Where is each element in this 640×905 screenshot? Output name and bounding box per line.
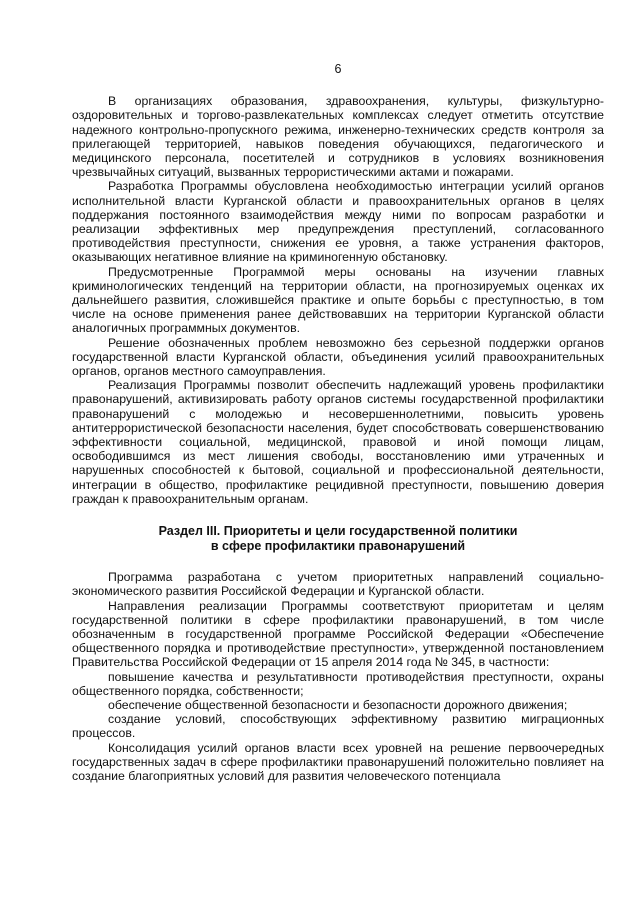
section-heading-line-1: Раздел III. Приоритеты и цели государственной политики [158,524,518,539]
paragraph-program-measures: Предусмотренные Программой меры основаны на изучении главных криминологических тенденций на территории области, на прогнозируемых оценках их дальнейшего развития, сложившейся практике и опыте борьбы с преступностью, в том числе на основе применения ранее действовавших на территории Курганской области аналогичных программных документов. [72,264,604,336]
section-heading-line-2: в сфере профилактики правонарушений [210,538,466,553]
list-item-crime-counteraction: повышение качества и результативности противодействия преступности, охраны общественного порядка, собственности; [72,669,604,698]
paragraph-program-rationale: Разработка Программы обусловлена необходимостью интеграции усилий органов исполнительной власти Курганской области и правоохранительных органов в целях поддержания постоянного взаимодействия между ними по вопросам разработки и реализации эффективных мер предупреждения преступлений, согласованного противодействия преступности, снижения ее уровня, а также устранения факторов, оказывающих негативное влияние на криминогенную обстановку. [72,179,604,265]
paragraph-security-gaps: В организациях образования, здравоохранения, культуры, физкультурно-оздоровительных и торгово-развлекательных комплексах следует отметить отсутствие надежного контрольно-пропускного режима, инженерно-технических средств контроля за прилегающей территорией, навыков поведения обучающихся, педагогического и медицинского персонала, посетителей и сотрудников в условиях возникновения чрезвычайных ситуаций, вызванных террористическими актами и пожарами. [72,94,604,180]
paragraph-consolidation: Консолидация усилий органов власти всех уровней на решение первоочередных государственных задач в сфере профилактики правонарушений положительно повлияет на создание благоприятных условий для развития человеческого потенциала [72,740,604,783]
page-number: 6 [334,62,342,76]
list-item-migration: создание условий, способствующих эффективному развитию миграционных процессов. [72,712,604,741]
paragraph-priorities: Направления реализации Программы соответствуют приоритетам и целям государственной политики в сфере профилактики правонарушений, в том числе обозначенным в государственной программе Российской Федерации «Обеспечение общественного порядка и противодействие преступности», утвержденной постановлением Правительства Российской Федерации от 15 апреля 2014 года № 345, в частности: [72,598,604,670]
paragraph-problem-solution: Решение обозначенных проблем невозможно без серьезной поддержки органов государственной власти Курганской области, объединения усилий правоохранительных органов, органов местного самоуправления. [72,335,604,379]
list-item-public-safety: обеспечение общественной безопасности и безопасности дорожного движения; [108,697,568,712]
paragraph-program-outcomes: Реализация Программы позволит обеспечить надлежащий уровень профилактики правонарушений, активизировать работу органов системы государственной профилактики правонарушений с молодежью и несовершеннолетними, повысить уровень антитеррористической безопасности населения, будет способствовать совершенствованию эффективности социальной, медицинской, правовой и иной помощи лицам, освободившимся из мест лишения свободы, восстановлению ими утраченных и нарушенных способностей к бытовой, социальной и профессиональной деятельности, интеграции в общество, профилактике рецидивной преступности, повышению доверия граждан к правоохранительным органам. [72,378,604,506]
paragraph-program-basis: Программа разработана с учетом приоритетных направлений социально-экономического развития Российской Федерации и Курганской области. [72,570,604,599]
section-heading [72,524,604,553]
